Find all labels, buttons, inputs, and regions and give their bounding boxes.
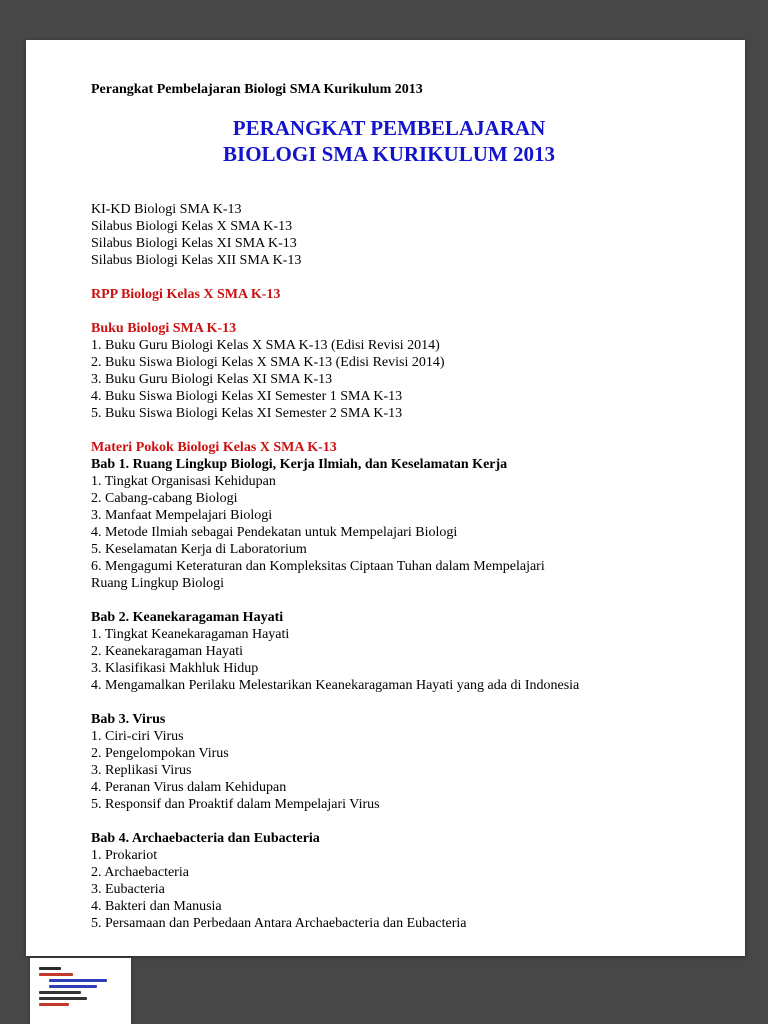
doc-section-heading: Bab 1. Ruang Lingkup Biologi, Kerja Ilmiah, dan Keselamatan Kerja [91,457,508,472]
doc-text-line: 1. Tingkat Organisasi Kehidupan [91,474,276,489]
doc-blank-line [91,592,687,609]
doc-red-heading: RPP Biologi Kelas X SMA K-13 [91,287,281,302]
doc-text-line: 4. Buku Siswa Biologi Kelas XI Semester 1 SMA K-13 [91,389,403,404]
preview-text-line [39,1003,69,1006]
doc-blank-line [91,269,687,286]
doc-blank-line [91,184,687,201]
doc-text-line: 1. Buku Guru Biologi Kelas X SMA K-13 (Edisi Revisi 2014) [91,338,440,353]
preview-text-line [39,973,73,976]
doc-text-line: 4. Mengamalkan Perilaku Melestarikan Keanekaragaman Hayati yang ada di Indonesia [91,678,580,693]
doc-section-heading: Bab 3. Virus [91,712,166,727]
document-content [91,81,687,932]
doc-section-heading: Bab 4. Archaebacteria dan Eubacteria [91,831,320,846]
doc-text-line: 4. Metode Ilmiah sebagai Pendekatan untuk Mempelajari Biologi [91,525,458,540]
doc-text-line: 4. Peranan Virus dalam Kehidupan [91,780,287,795]
doc-text-line: 2. Cabang-cabang Biologi [91,491,238,506]
doc-blank-line [91,303,687,320]
doc-text-line: Silabus Biologi Kelas X SMA K-13 [91,219,293,234]
doc-text-line: 2. Buku Siswa Biologi Kelas X SMA K-13 (Edisi Revisi 2014) [91,355,445,370]
doc-text-line: KI-KD Biologi SMA K-13 [91,202,242,217]
doc-text-line: 5. Buku Siswa Biologi Kelas XI Semester 2 SMA K-13 [91,406,403,421]
doc-text-line: 5. Persamaan dan Perbedaan Antara Archaebacteria dan Eubacteria [91,916,467,931]
doc-text-line: 6. Mengagumi Keteraturan dan Kompleksitas Ciptaan Tuhan dalam Mempelajari [91,559,545,574]
doc-text-line: Silabus Biologi Kelas XII SMA K-13 [91,253,302,268]
doc-text-line: 3. Eubacteria [91,882,165,897]
doc-text-line: 2. Keanekaragaman Hayati [91,644,243,659]
doc-text-line: Silabus Biologi Kelas XI SMA K-13 [91,236,297,251]
doc-text-line: 3. Buku Guru Biologi Kelas XI SMA K-13 [91,372,333,387]
doc-text-line: 2. Pengelompokan Virus [91,746,229,761]
preview-text-line [39,991,81,994]
doc-text-line: 4. Bakteri dan Manusia [91,899,222,914]
doc-blank-line [91,422,687,439]
doc-blank-line [91,167,687,184]
doc-text-line: 3. Manfaat Mempelajari Biologi [91,508,273,523]
doc-text-line: 5. Responsif dan Proaktif dalam Mempelajari Virus [91,797,380,812]
doc-title-line: BIOLOGI SMA KURIKULUM 2013 [223,142,555,166]
doc-title-line: PERANGKAT PEMBELAJARAN [232,116,546,140]
doc-header-line: Perangkat Pembelajaran Biologi SMA Kurikulum 2013 [91,82,423,97]
preview-text-line [49,979,107,982]
preview-text-line [39,967,61,970]
doc-section-heading: Bab 2. Keanekaragaman Hayati [91,610,284,625]
next-page-preview-content [39,967,125,1006]
doc-blank-line [91,98,687,115]
doc-red-heading: Buku Biologi SMA K-13 [91,321,237,336]
preview-text-line [49,985,97,988]
doc-red-heading: Materi Pokok Biologi Kelas X SMA K-13 [91,440,337,455]
next-page-preview[interactable] [30,958,131,1024]
doc-text-line: 2. Archaebacteria [91,865,189,880]
doc-text-line: 3. Klasifikasi Makhluk Hidup [91,661,259,676]
doc-blank-line [91,694,687,711]
doc-text-line: 1. Prokariot [91,848,158,863]
preview-text-line [39,997,87,1000]
doc-blank-line [91,813,687,830]
doc-text-line: 1. Tingkat Keanekaragaman Hayati [91,627,290,642]
document-page [26,40,745,956]
doc-text-line: 1. Ciri-ciri Virus [91,729,184,744]
doc-text-line: Ruang Lingkup Biologi [91,576,224,591]
doc-text-line: 3. Replikasi Virus [91,763,192,778]
doc-text-line: 5. Keselamatan Kerja di Laboratorium [91,542,307,557]
